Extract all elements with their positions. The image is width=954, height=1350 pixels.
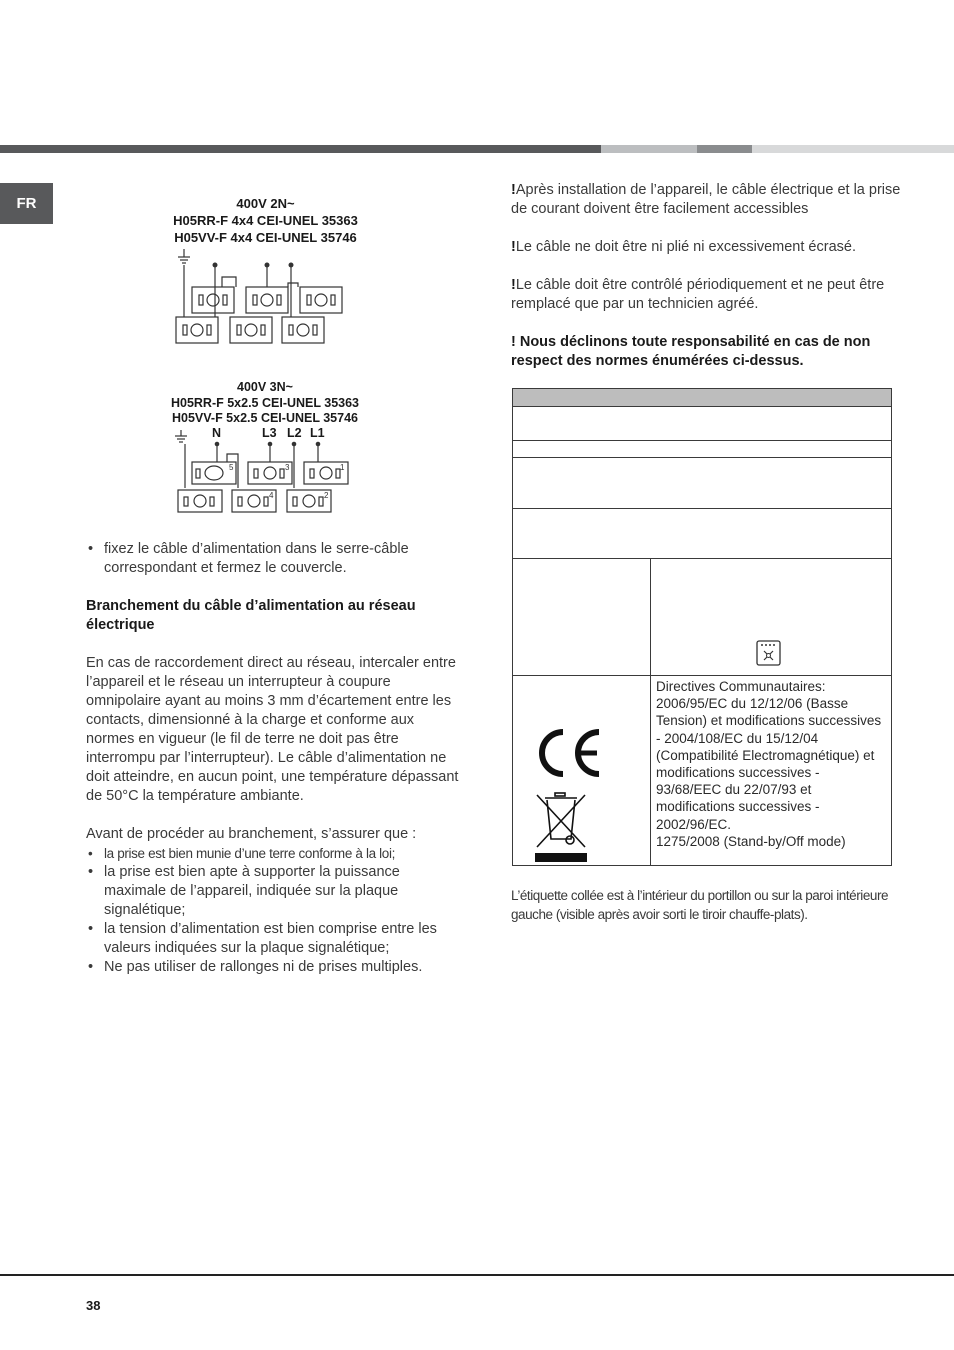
warning-mark: ! [511,277,516,293]
ce-mark-icon [533,726,603,780]
language-tab: FR [0,183,53,224]
terminal-number: 1 [340,463,345,472]
table-header [513,389,891,407]
page-number: 38 [86,1298,101,1313]
diagram-1-voltage: 400V 2N~ [236,196,295,211]
left-column [86,540,464,977]
table-divider [513,675,891,676]
diagram-1-cable-vv: H05VV-F 4x4 CEI-UNEL 35746 [174,230,357,245]
diagram-2-voltage: 400V 3N~ [237,380,293,394]
color-bar-segment [752,145,954,153]
terminal-number: 4 [269,491,274,500]
wiring-diagram-2n [170,245,350,345]
warning-inspect: !Le câble doit être contrôlé périodiquement et ne peut être remplacé que par un technicien agréé. [511,277,885,312]
bullet-power: • la prise est bien apte à supporter la puissance maximale de l’appareil, indiquée sur la plaque signalétique; [86,863,464,920]
diagram-1-title [133,195,398,246]
paragraph-direct-connection: En cas de raccordement direct au réseau, intercaler entre l’appareil et le réseau un interrupteur à coupure omnipolaire ayant au moins 3 mm d’écartement entre les contacts, dimensionné à la charge et conforme aux normes en vigueur (le fil de terre ne doit pas être interrompu par l’interrupteur). Le câble d’alimentation ne doit atteindre, en aucun point, une température dépassant de 50°C la température ambiante. [86,655,459,804]
table-divider [513,558,891,559]
weee-bin-icon [533,791,589,865]
oven-fan-icon [756,640,781,666]
diagram-1-cable-rr: H05RR-F 4x4 CEI-UNEL 35363 [173,213,358,228]
directives-text [656,678,888,850]
color-bar-segment [601,145,697,153]
terminal-number: 5 [229,463,234,472]
bullet-extensions: • Ne pas utiliser de rallonges ni de prises multiples. [86,958,464,977]
warning-mark: ! [511,239,516,255]
warning-not-bent: !Le câble ne doit être ni plié ni excessivement écrasé. [511,239,856,255]
terminal-label-n: N [212,426,222,440]
color-bar-segment [0,145,601,153]
terminal-label-l1: L1 [310,426,325,440]
diagram-2-cable-vv: H05VV-F 5x2.5 CEI-UNEL 35746 [172,411,358,425]
right-column [511,181,901,371]
header-color-bar [0,145,954,153]
technical-data-table [512,388,892,866]
table-column-divider [650,558,651,866]
warning-mark: ! [511,182,516,198]
label-location-note: L’étiquette collée est à l’intérieur du portillon ou sur la paroi intérieure gauche (visible après avoir sorti le tiroir chauffe-plats). [511,888,889,922]
table-divider [513,440,891,441]
standby-regulation: 1275/2008 (Stand-by/Off mode) [656,833,846,849]
color-bar-segment [697,145,752,153]
wiring-diagram-3n [172,426,354,516]
section-heading: Branchement du câble d’alimentation au réseau électrique [86,598,416,633]
footer-rule [0,1274,954,1276]
bullet-earth: • la prise est bien munie d’une terre conforme à la loi; [86,844,464,863]
bullet-fix-cable: • fixez le câble d’alimentation dans le serre-câble correspondant et fermez le couvercle. [86,540,464,578]
table-divider [513,508,891,509]
warning-liability: ! Nous déclinons toute responsabilité en cas de non respect des normes énumérées ci-dessus. [511,334,871,369]
table-divider [513,457,891,458]
terminal-label-l2: L2 [287,426,302,440]
terminal-label-l3: L3 [262,426,277,440]
warning-accessible: !Après installation de l’appareil, le câble électrique et la prise de courant doivent être facilement accessibles [511,182,901,217]
bullet-voltage: • la tension d’alimentation est bien comprise entre les valeurs indiquées sur la plaque signalétique; [86,920,464,958]
paragraph-before-connection: Avant de procéder au branchement, s’assurer que : [86,826,417,842]
diagram-2-cable-rr: H05RR-F 5x2.5 CEI-UNEL 35363 [170,395,360,410]
diagram-2-title [130,380,400,427]
terminal-number: 3 [285,463,290,472]
terminal-number: 2 [324,491,329,500]
directives-list: Directives Communautaires: 2006/95/EC du 12/12/06 (Basse Tension) et modifications successives - 2004/108/EC du 15/12/04 (Compatibilité Electromagnétique) et modifications successives - 93/68/EEC du 22/07/93 et modifications successives - 2002/96/EC. [656,679,882,832]
